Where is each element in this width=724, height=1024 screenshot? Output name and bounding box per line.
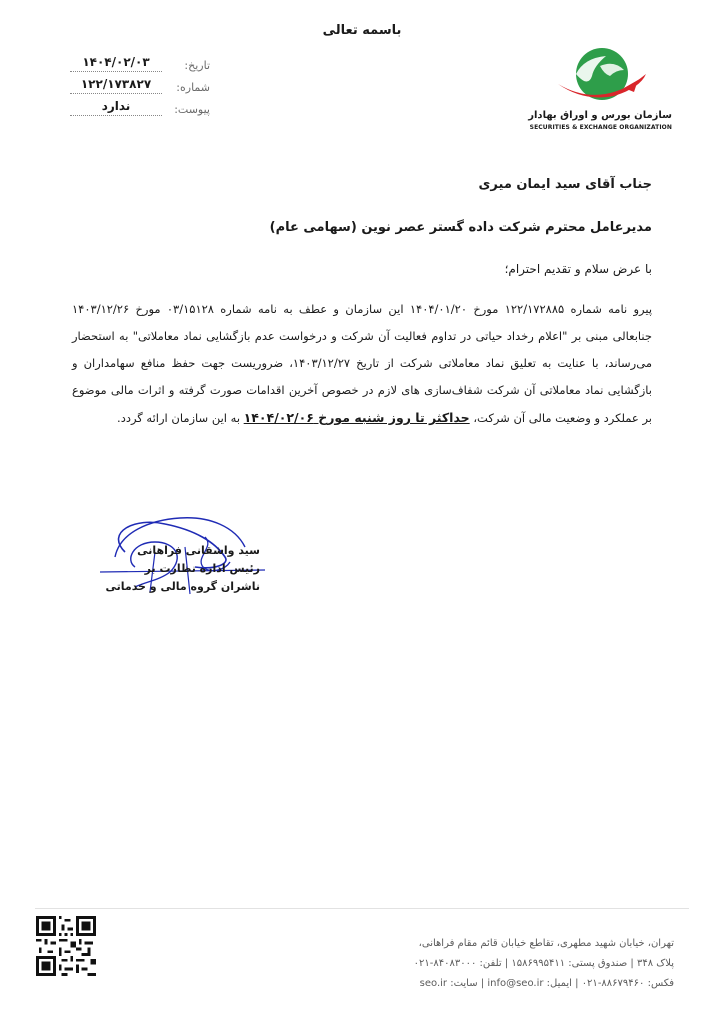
fax-web-line: فکس: ۸۸۶۷۹۴۶۰-۰۲۱ | ایمیل: info@seo.ir | سایت: seo.ir bbox=[419, 978, 674, 989]
date-value: ۱۴۰۴/۰۲/۰۳ bbox=[70, 55, 162, 72]
contact-line: پلاک ۳۴۸ | صندوق پستی: ۱۵۸۶۹۹۵۴۱۱ | تلفن: ۸۴۰۸۳۰۰۰-۰۲۱ bbox=[413, 958, 674, 969]
recipient-name: جناب آقای سید ایمان میری bbox=[478, 177, 652, 192]
organization-logo bbox=[528, 44, 672, 134]
number-value: ۱۲۲/۱۷۳۸۲۷ bbox=[70, 77, 162, 94]
body-text-part2: به این سازمان ارائه گردد. bbox=[117, 411, 244, 425]
number-row bbox=[70, 72, 210, 94]
attachment-value: ندارد bbox=[70, 99, 162, 116]
signature-block bbox=[95, 512, 270, 612]
letter-body bbox=[72, 296, 652, 432]
footer-divider bbox=[35, 908, 689, 909]
attachment-row bbox=[70, 94, 210, 116]
footer-address bbox=[354, 934, 674, 994]
letter-meta bbox=[70, 50, 210, 116]
qr-code-icon bbox=[36, 916, 96, 976]
date-label: تاریخ: bbox=[184, 59, 210, 72]
body-text-part1: پیرو نامه شماره ۱۲۲/۱۷۲۸۸۵ مورخ ۱۴۰۴/۰۱/۲۰ این سازمان و عطف به نامه شماره ۰۳/۱۵۱۲۸ مورخ ۱۴۰۳/۱۲/۲۶ جنابعالی مبنی بر "اعلام رخداد حیاتی در تداوم فعالیت آن شرکت و درخواست عدم بازگشایی نماد معاملاتی" به استحضار می‌رساند، با عنایت به تعلیق نماد معاملاتی شرکت از تاریخ ۱۴۰۳/۱۲/۲۷، ضروریست جهت حفظ منافع سهامداران و بازگشایی نماد معاملاتی آن شرکت شفاف‌سازی های لازم در خصوص آخرین اقدامات صورت گرفته و اثرات مالی موضوع بر عملکرد و وضعیت مالی آن شرکت، bbox=[72, 302, 653, 425]
org-name-fa: سازمان بورس و اوراق بهادار bbox=[528, 110, 672, 121]
recipient-title: مدیرعامل محترم شرکت داده گستر عصر نوین (سهامی عام) bbox=[269, 220, 652, 235]
globe-logo-icon bbox=[554, 44, 650, 108]
org-name-en: SECURITIES & EXCHANGE ORGANIZATION bbox=[529, 124, 672, 131]
signatory-role-line1: رئیس اداره نظارت بر bbox=[144, 562, 260, 575]
greeting: با عرض سلام و تقدیم احترام؛ bbox=[504, 262, 652, 276]
signatory-role-line2: ناشران گروه مالی و خدماتی bbox=[105, 580, 260, 593]
signatory-name: سید واشقانی فراهانی bbox=[137, 544, 260, 557]
attachment-label: پیوست: bbox=[174, 103, 210, 116]
date-row bbox=[70, 50, 210, 72]
address-line: تهران، خیابان شهید مطهری، تقاطع خیابان قائم مقام فراهانی، bbox=[418, 938, 674, 949]
header-title: باسمه تعالی bbox=[322, 23, 402, 38]
deadline-emphasis: حداکثر تا روز شنبه مورخ ۱۴۰۴/۰۲/۰۶ bbox=[243, 410, 470, 425]
number-label: شماره: bbox=[176, 81, 210, 94]
